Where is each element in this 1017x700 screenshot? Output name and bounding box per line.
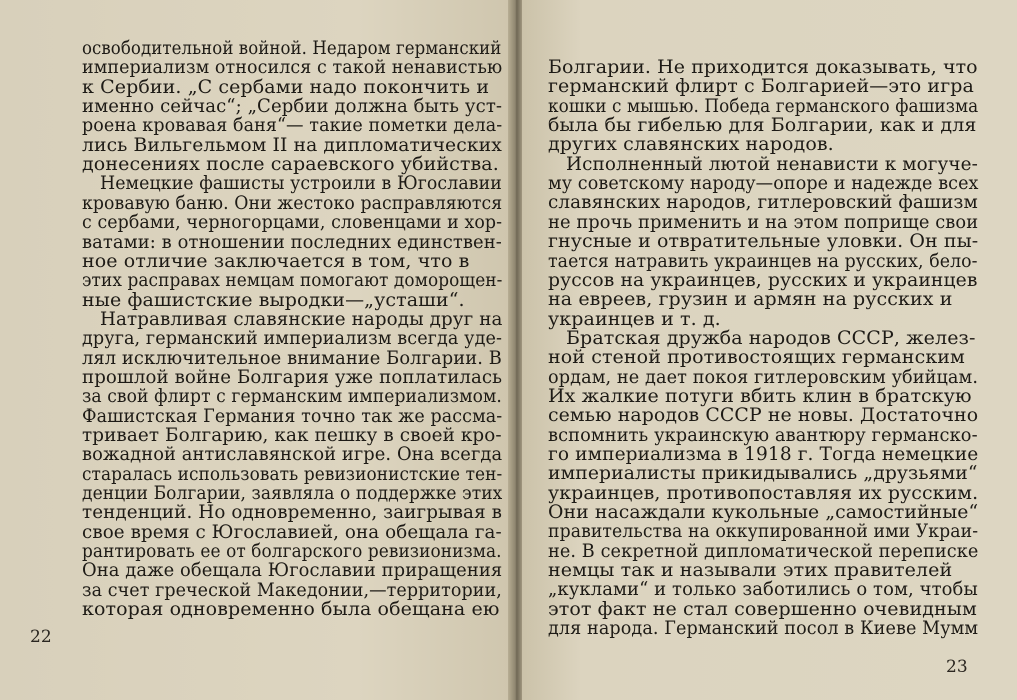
- text-line: с сербами, черногорцами, словенцами и хор-: [82, 211, 503, 234]
- right-page: [522, 0, 1017, 700]
- right-page-number: 23: [946, 657, 968, 677]
- text-line: ватами: в отношении последних единствен-: [82, 230, 502, 253]
- text-line: тенденций. Но одновременно, заигрывая в: [82, 501, 503, 524]
- text-line: за свой флирт с германским империализмом.: [82, 385, 502, 408]
- text-line: роена кровавая баня“— такие пометки дела-: [82, 114, 503, 137]
- text-line: руссов на украинцев, русских и украинцев: [548, 268, 978, 291]
- text-line: Немецкие фашисты устроили в Югославии: [100, 172, 502, 195]
- text-line: ной стеной противостоящих германским: [548, 346, 965, 369]
- text-line: тривает Болгарию, как пешку в своей кро-: [82, 424, 502, 446]
- text-line: украинцев и т. д.: [548, 307, 721, 330]
- text-line: донесениях после сараевского убийства.: [82, 153, 499, 176]
- text-line: лял исключительное внимание Болгарии. В: [82, 346, 502, 369]
- text-line: вожадной антиславянской игре. Она всегда: [82, 443, 503, 466]
- text-line: ордам, не дает покоя гитлеровским убийцам.: [548, 365, 979, 388]
- text-line: которая одновременно была обещана ею: [82, 598, 500, 621]
- text-line: кровавую баню. Они жестоко расправляются: [82, 191, 503, 214]
- text-line: была бы гибелью для Болгарии, как и для: [548, 114, 977, 137]
- text-line: немцы так и называли этих правителей: [548, 559, 953, 582]
- text-line: старалась использовать ревизионистские тен-: [82, 462, 503, 485]
- text-line: вспомнить украинскую авантюру германско-: [548, 423, 978, 446]
- text-line: денции Болгарии, заявляла о поддержке этих: [82, 482, 503, 505]
- text-line: германский флирт с Болгарией—это игра: [548, 75, 974, 98]
- text-line: освободительной войной. Недаром германский: [82, 37, 502, 59]
- text-line: Фашистская Германия точно так же рассма-: [82, 404, 503, 427]
- text-line: для народа. Германский посол в Киеве Мумм: [548, 617, 979, 640]
- text-line: не прочь применить и на этом поприще свои: [548, 210, 979, 233]
- text-line: не. В секретной дипломатической переписке: [548, 539, 979, 562]
- text-line: именно сейчас“; „Сербии должна быть уст-: [82, 95, 503, 118]
- text-line: империализм относился с такой ненавистью: [82, 56, 503, 79]
- text-line: „куклами“ и только заботились о том, чтобы: [548, 578, 978, 601]
- text-line: семью народов СССР не новы. Достаточно: [548, 404, 979, 427]
- left-page-number: 22: [30, 627, 52, 647]
- text-line: ные фашистские выродки—„усташи“.: [82, 288, 465, 311]
- text-line: го империализма в 1918 г. Тогда немецкие: [548, 443, 979, 465]
- text-line: этих расправах немцам помогают доморощен-: [82, 269, 503, 292]
- text-line: Их жалкие потуги вбить клин в братскую: [548, 384, 972, 407]
- text-line: на евреев, грузин и армян на русских и: [548, 288, 953, 311]
- text-line: Братская дружба народов СССР, желез-: [566, 326, 976, 349]
- text-line: за счет греческой Македонии,—территории,: [82, 578, 502, 601]
- text-line: правительства на оккупированной ими Украи-: [548, 520, 979, 543]
- text-line: друга, германский империализм всегда уде-: [82, 327, 503, 350]
- text-line: Исполненный лютой ненависти к могуче-: [566, 152, 978, 175]
- text-line: кошки с мышью. Победа германского фашизма: [548, 94, 979, 117]
- text-line: этот факт не стал совершенно очевидным: [548, 597, 977, 620]
- text-line: прошлой войне Болгария уже поплатилась: [82, 365, 503, 388]
- text-line: украинцев, противопоставляя их русским.: [548, 481, 979, 504]
- text-line: ное отличие заключается в том, что в: [82, 249, 470, 272]
- text-line: к Сербии. „С сербами надо покончить и: [82, 75, 490, 98]
- text-line: Они насаждали кукольные „самостийные“: [548, 501, 979, 524]
- text-line: Она даже обещала Югославии приращения: [82, 559, 503, 582]
- text-line: тается натравить украинцев на русских, бело-: [548, 249, 978, 272]
- text-line: рантировать ее от болгарского ревизионизма.: [82, 540, 502, 563]
- text-line: других славянских народов.: [548, 133, 834, 156]
- text-line: Болгарии. Не приходится доказывать, что: [548, 56, 978, 78]
- text-line: му советскому народу—опоре и надежде всех: [548, 172, 979, 195]
- text-line: свое время с Югославией, она обещала га-: [82, 520, 502, 543]
- text-line: лись Вильгельмом II на дипломатических: [82, 133, 502, 156]
- text-line: Натравливая славянские народы друг на: [100, 307, 503, 330]
- text-line: империалисты прикидывались „друзьями“: [548, 462, 978, 485]
- text-line: славянских народов, гитлеровский фашизм: [548, 191, 978, 214]
- text-line: гнусные и отвратительные уловки. Он пы-: [548, 230, 979, 253]
